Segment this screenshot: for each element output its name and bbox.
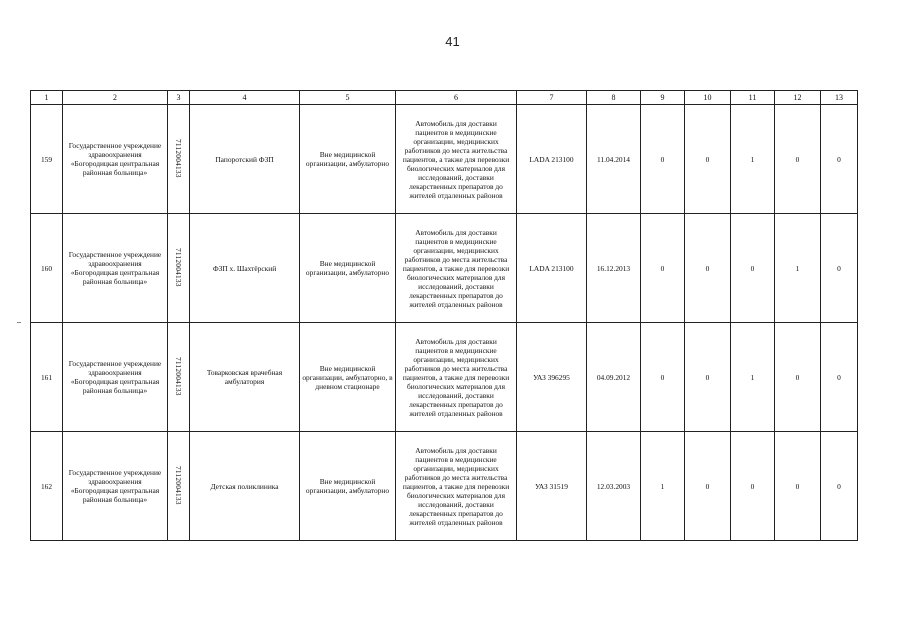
value-cell: 0 — [641, 323, 685, 432]
organization-cell: Государственное учреждение здравоохранения «Богородицкая центральная районная больница» — [63, 105, 168, 214]
inn-cell — [168, 323, 190, 432]
subdivision-cell: Папоротский ФЗП — [190, 105, 300, 214]
value-cell: 0 — [775, 432, 821, 541]
value-cell: 1 — [731, 105, 775, 214]
value-cell: 1 — [731, 323, 775, 432]
column-number-row — [31, 91, 858, 105]
value-cell: 0 — [685, 214, 731, 323]
value-cell: 0 — [685, 432, 731, 541]
table-row — [31, 432, 858, 541]
value-cell: 0 — [775, 323, 821, 432]
column-header: 11 — [731, 91, 775, 105]
value-cell: 0 — [731, 214, 775, 323]
column-header: 3 — [168, 91, 190, 105]
date-cell: 04.09.2012 — [587, 323, 641, 432]
care-conditions-cell: Вне медицинской организации, амбулаторно, в дневном стационаре — [300, 323, 396, 432]
care-conditions-cell: Вне медицинской организации, амбулаторно — [300, 214, 396, 323]
table-row — [31, 214, 858, 323]
purpose-cell: Автомобиль для доставки пациентов в медицинские организации, медицинских работников до места жительства пациентов, а также для перевозки биологических материалов для исследований, доставки лекарственных препаратов до жителей отдаленных районов — [396, 214, 517, 323]
column-header: 2 — [63, 91, 168, 105]
inn-cell — [168, 214, 190, 323]
inn-cell — [168, 432, 190, 541]
inn-text: 7112004133 — [174, 247, 183, 287]
column-header: 9 — [641, 91, 685, 105]
value-cell: 0 — [821, 214, 858, 323]
row-number: 162 — [31, 432, 63, 541]
table-row — [31, 105, 858, 214]
organization-cell: Государственное учреждение здравоохранения «Богородицкая центральная районная больница» — [63, 432, 168, 541]
purpose-cell: Автомобиль для доставки пациентов в медицинские организации, медицинских работников до места жительства пациентов, а также для перевозки биологических материалов для исследований, доставки лекарственных препаратов до жителей отдаленных районов — [396, 323, 517, 432]
column-header: 5 — [300, 91, 396, 105]
subdivision-cell: Товарковская врачебная амбулатория — [190, 323, 300, 432]
column-header: 1 — [31, 91, 63, 105]
column-header: 12 — [775, 91, 821, 105]
care-conditions-cell: Вне медицинской организации, амбулаторно — [300, 432, 396, 541]
value-cell: 0 — [685, 105, 731, 214]
purpose-cell: Автомобиль для доставки пациентов в медицинские организации, медицинских работников до места жительства пациентов, а также для перевозки биологических материалов для исследований, доставки лекарственных препаратов до жителей отдаленных районов — [396, 432, 517, 541]
inn-text: 7112004133 — [174, 138, 183, 178]
date-cell: 11.04.2014 — [587, 105, 641, 214]
date-cell: 12.03.2003 — [587, 432, 641, 541]
value-cell: 1 — [641, 432, 685, 541]
column-header: 6 — [396, 91, 517, 105]
column-header: 13 — [821, 91, 858, 105]
inn-text: 7112004133 — [174, 356, 183, 396]
column-header: 7 — [517, 91, 587, 105]
value-cell: 0 — [685, 323, 731, 432]
inn-cell — [168, 105, 190, 214]
value-cell: 0 — [821, 323, 858, 432]
column-header: 4 — [190, 91, 300, 105]
vehicle-model-cell: УАЗ 396295 — [517, 323, 587, 432]
row-number: 160 — [31, 214, 63, 323]
page-number: 41 — [445, 34, 460, 49]
vehicle-model-cell: LADA 213100 — [517, 105, 587, 214]
date-cell: 16.12.2013 — [587, 214, 641, 323]
value-cell: 0 — [731, 432, 775, 541]
table-row — [31, 323, 858, 432]
care-conditions-cell: Вне медицинской организации, амбулаторно — [300, 105, 396, 214]
subdivision-cell: ФЗП х. Шахтёрский — [190, 214, 300, 323]
value-cell: 0 — [775, 105, 821, 214]
value-cell: 1 — [775, 214, 821, 323]
column-header: 8 — [587, 91, 641, 105]
value-cell: 0 — [641, 214, 685, 323]
vehicle-model-cell: LADA 213100 — [517, 214, 587, 323]
organization-cell: Государственное учреждение здравоохранения «Богородицкая центральная районная больница» — [63, 323, 168, 432]
value-cell: 0 — [821, 432, 858, 541]
purpose-cell: Автомобиль для доставки пациентов в медицинские организации, медицинских работников до места жительства пациентов, а также для перевозки биологических материалов для исследований, доставки лекарственных препаратов до жителей отдаленных районов — [396, 105, 517, 214]
vehicle-table — [30, 90, 858, 541]
inn-text: 7112004133 — [174, 465, 183, 505]
row-number: 159 — [31, 105, 63, 214]
vehicle-model-cell: УАЗ 31519 — [517, 432, 587, 541]
margin-tick — [17, 322, 21, 323]
row-number: 161 — [31, 323, 63, 432]
value-cell: 0 — [821, 105, 858, 214]
column-header: 10 — [685, 91, 731, 105]
organization-cell: Государственное учреждение здравоохранения «Богородицкая центральная районная больница» — [63, 214, 168, 323]
subdivision-cell: Детская поликлиника — [190, 432, 300, 541]
value-cell: 0 — [641, 105, 685, 214]
